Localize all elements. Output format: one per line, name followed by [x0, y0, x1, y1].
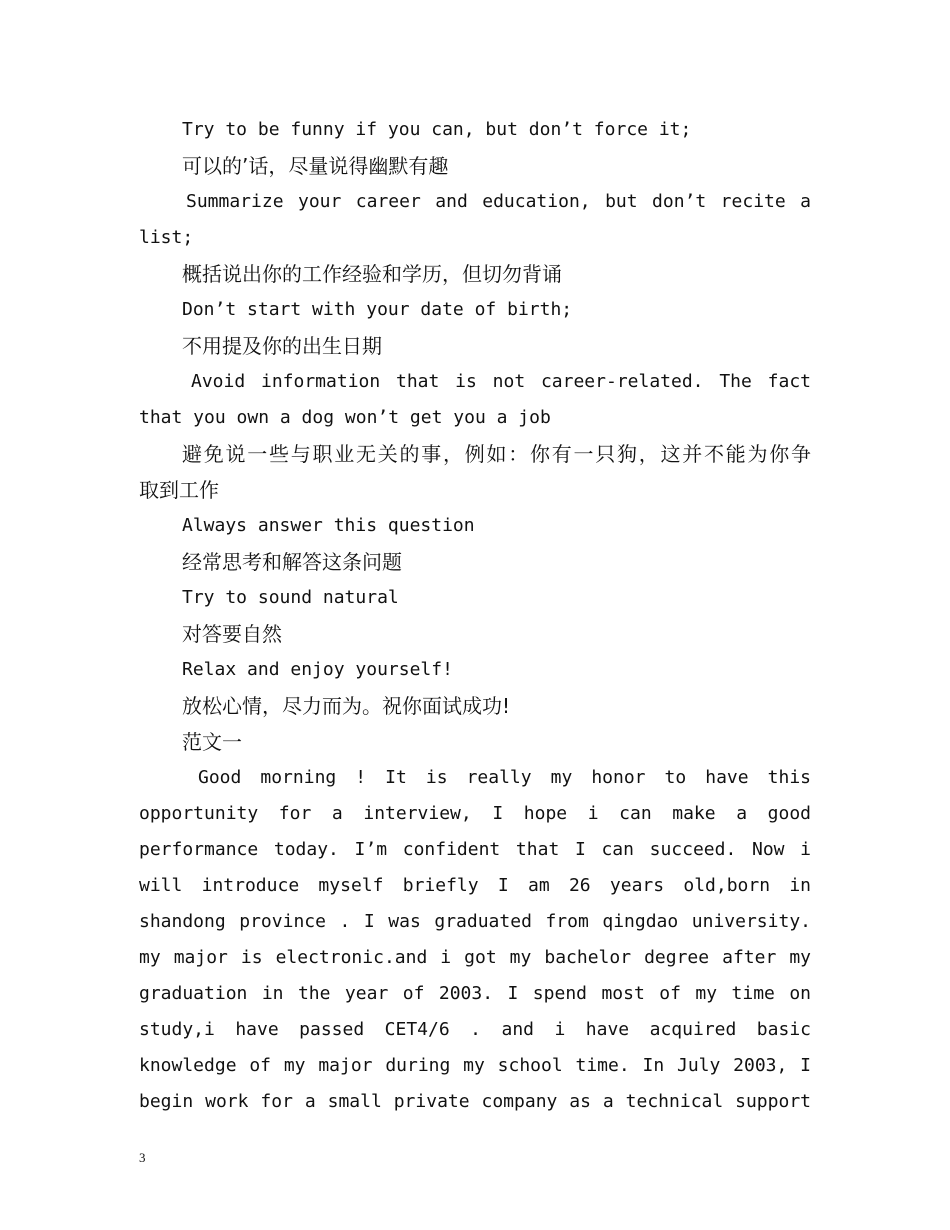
sample-paragraph-line: knowledge of my major during my school time. In July 2003, I	[139, 1055, 811, 1076]
tip-line-avoid-cn: 避免说一些与职业无关的事，例如：你有一只狗，这并不能为你争	[182, 442, 811, 466]
tip-line-answer-cn: 经常思考和解答这条问题	[182, 550, 402, 574]
tip-line-relax-cn: 放松心情，尽力而为。祝你面试成功!	[182, 694, 511, 718]
sample-paragraph-line: graduation in the year of 2003. I spend most of my time on	[139, 983, 811, 1004]
tip-line-summarize-cn: 概括说出你的工作经验和学历，但切勿背诵	[182, 262, 562, 286]
section-heading-sample-one: 范文一	[182, 730, 242, 754]
tip-line-answer: Always answer this question	[182, 515, 475, 536]
sample-paragraph-line: will introduce myself briefly I am 26 years old,born in	[139, 875, 811, 896]
tip-line-birth: Don’t start with your date of birth;	[182, 299, 573, 320]
sample-paragraph-line: study,i have passed CET4/6 . and i have acquired basic	[139, 1019, 811, 1040]
sample-paragraph-line: my major is electronic.and i got my bachelor degree after my	[139, 947, 811, 968]
sample-paragraph-line: opportunity for a interview, I hope i can make a good	[139, 803, 811, 824]
tip-line-birth-cn: 不用提及你的出生日期	[182, 334, 382, 358]
sample-paragraph-line: shandong province . I was graduated from qingdao university.	[139, 911, 811, 932]
tip-line-funny: Try to be funny if you can, but don’t force it;	[182, 119, 692, 140]
sample-paragraph-line: Good morning ! It is really my honor to have this	[198, 767, 811, 788]
tip-line-natural: Try to sound natural	[182, 587, 399, 608]
tip-line-funny-cn: 可以的’话，尽量说得幽默有趣	[182, 154, 449, 178]
document-body	[139, 112, 811, 1120]
sample-paragraph-line: begin work for a small private company as a technical support	[139, 1091, 811, 1112]
tip-line-summarize-cont: list;	[139, 227, 194, 248]
sample-paragraph-line: performance today. I’m confident that I can succeed. Now i	[139, 839, 811, 860]
tip-line-summarize: Summarize your career and education, but don’t recite a	[186, 191, 811, 212]
tip-line-avoid-cn-cont: 取到工作	[139, 478, 219, 502]
tip-line-avoid: Avoid information that is not career-related. The fact	[191, 371, 811, 392]
tip-line-relax: Relax and enjoy yourself!	[182, 659, 453, 680]
tip-line-avoid-cont: that you own a dog won’t get you a job	[139, 407, 551, 428]
page-number: 3	[139, 1150, 146, 1165]
tip-line-natural-cn: 对答要自然	[182, 622, 282, 646]
